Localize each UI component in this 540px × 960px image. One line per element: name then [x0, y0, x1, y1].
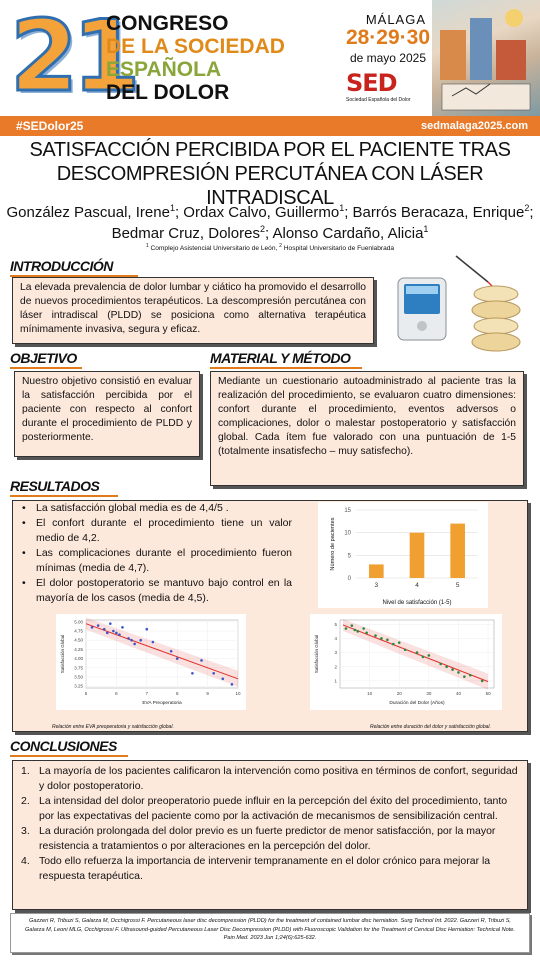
results-item: • La satisfacción global media es de 4,4/5 . — [20, 501, 292, 516]
data-point — [439, 663, 442, 666]
x-tick-label: 10 — [367, 691, 373, 696]
sed-logo-subtitle: Sociedad Española del Dolor — [346, 97, 411, 103]
data-point — [106, 632, 109, 635]
y-tick-label: 5 — [334, 621, 337, 627]
conclusions-heading: CONCLUSIONES — [10, 738, 128, 757]
conclusion-item: 1. La mayoría de los pacientes calificaron la intervención como positiva en términos de confort, seguridad y dolor postoperatorio. — [21, 765, 518, 792]
data-point — [152, 641, 155, 644]
y-axis-label: Satisfacción Global — [60, 634, 65, 674]
congress-city: MÁLAGA — [365, 12, 426, 27]
affiliations: $^1$ Complejo Asistencial Universitario de León, $^2$ Hospital Universitario de Fuenlabrada — [145, 242, 395, 252]
y-axis-label: Número de pacientes — [330, 517, 336, 571]
data-point — [112, 630, 115, 633]
author: Bedmar Cruz, Dolores$^2$; — [111, 224, 273, 242]
data-point — [118, 633, 121, 636]
duration-scatter-chart — [310, 614, 502, 710]
x-tick-label: 30 — [426, 691, 432, 696]
congress-line: ESPAÑOLA — [106, 58, 222, 81]
data-point — [97, 624, 100, 627]
data-point — [481, 680, 484, 683]
y-tick-label: 10 — [344, 530, 351, 537]
x-tick-label: 4 — [415, 582, 419, 589]
x-tick-label: 6 — [115, 691, 118, 696]
data-point — [356, 630, 359, 633]
header-illustration — [432, 0, 540, 116]
objective-text: Nuestro objetivo consistió en evaluar la satisfacción percibida por el paciente con respecto al confort durante el procedimiento de PLDD y posteriormente. — [14, 371, 200, 457]
congress-line: DE LA SOCIEDAD — [106, 35, 285, 58]
eva-scatter-chart — [56, 614, 246, 710]
duration-chart-caption: Relación entre duración del dolor y satisfacción global. — [370, 724, 491, 730]
congress-month: de mayo 2025 — [349, 51, 426, 65]
results-heading: RESULTADOS — [10, 478, 118, 497]
laser-device-image — [392, 268, 452, 344]
bar — [410, 533, 425, 578]
eva-chart-caption: Relación entre EVA preoperatoria y satisfacción global. — [52, 724, 174, 730]
data-point — [404, 648, 407, 651]
y-tick-label: 1 — [334, 678, 337, 684]
data-point — [445, 665, 448, 668]
data-point — [91, 626, 94, 629]
data-point — [109, 622, 112, 625]
results-list — [20, 501, 292, 606]
y-tick-label: 3.75 — [74, 665, 83, 671]
conclusion-item: 3. La duración prolongada del dolor previo es un fuerte predictor de menor satisfacción, por la mayor resistencia a tratamientos o por alteraciones en la percepción del dolor. — [21, 825, 496, 852]
conclusion-item: 4. Todo ello refuerza la importancia de intervenir tempranamente en el dolor crónico para mejorar la respuesta terapéutica. — [21, 855, 491, 882]
data-point — [351, 624, 354, 627]
references: Gazzeri R, Tribuzi S, Galarza M, Occhigrossi F. Percutaneous laser disc decompression (PLDD) for the treatment of contained lumbar disc herniation. Surg Technol Int. 2022. Gazzeri R, Tribuzi S, Galarza M, Leoni MLG, Occhigrossi F. Ultrasound-guided Percutaneous Laser Disc Decompression (PLDD) with Fluoroscopic Validation for the Treatment of Cervical Disc Herniation: Technical Note. Pain Med. 2023 Jun 1;24(6):625-632. — [10, 913, 530, 953]
results-item: • El dolor postoperatorio se mantuvo bajo control en la mayoría de los casos (media de 4,5). — [20, 576, 292, 606]
data-point — [212, 672, 215, 675]
data-point — [103, 628, 106, 631]
hashtag: #SEDolor25 — [16, 119, 84, 133]
congress-number: 21 — [10, 0, 135, 114]
x-tick-label: 50 — [485, 691, 491, 696]
y-tick-label: 3.50 — [74, 674, 83, 680]
data-point — [121, 626, 124, 629]
poster-title — [0, 138, 540, 210]
congress-line: DEL DOLOR — [106, 81, 230, 104]
data-point — [392, 643, 395, 646]
data-point — [146, 628, 149, 631]
x-tick-label: 3 — [374, 582, 379, 589]
data-point — [416, 651, 419, 654]
data-point — [422, 656, 425, 659]
satisfaction-bar-chart — [318, 502, 488, 608]
results-item: • Las complicaciones durante el procedimiento fueron mínimas (media de 4,7). — [20, 546, 292, 576]
data-point — [362, 627, 365, 630]
bar — [369, 564, 384, 578]
x-axis-label: Duración del Dolor (Años) — [389, 701, 445, 706]
y-tick-label: 5 — [347, 553, 351, 560]
conclusion-item: 2. La intensidad del dolor preoperatorio puede influir en la percepción del éxito del procedimiento, tanto por las expectativas del paciente como por la activación de mecanismos de sensibilización central. — [21, 795, 508, 822]
x-tick-label: 9 — [206, 691, 209, 696]
x-axis-label: Nivel de satisfacción (1-5) — [382, 600, 452, 606]
data-point — [133, 643, 136, 646]
y-tick-label: 2 — [334, 664, 337, 670]
author-list — [0, 202, 540, 244]
intro-text: La elevada prevalencia de dolor lumbar y ciático ha promovido el desarrollo de nuevos procedimientos terapéuticos. La descompresión percutánea con láser intradiscal (PLDD) se posiciona como alternativa terapéutica mínimamente invasiva, segura y eficaz. — [12, 277, 374, 344]
x-tick-label: 10 — [235, 691, 241, 696]
data-point — [398, 641, 401, 644]
congress-dates: 28·29·30 — [345, 26, 430, 49]
illustration-image — [432, 0, 540, 116]
title-line: SATISFACCIÓN PERCIBIDA POR EL PACIENTE TRAS — [29, 139, 511, 161]
y-axis-label: Satisfacción Global — [314, 634, 319, 674]
congress-line: CONGRESO — [106, 12, 229, 35]
data-point — [127, 637, 130, 640]
data-point — [115, 632, 118, 635]
y-tick-label: 4.25 — [74, 646, 83, 652]
data-point — [374, 634, 377, 637]
results-item: • El confort durante el procedimiento tiene un valor medio de 4,2. — [20, 516, 292, 546]
y-tick-label: 3 — [334, 650, 337, 656]
data-point — [428, 654, 431, 657]
congress-name — [106, 12, 285, 104]
author: Barrós Beracaza, Enrique$^2$; — [352, 203, 534, 221]
conclusions-list — [21, 764, 519, 884]
data-point — [457, 671, 460, 674]
x-tick-label: 7 — [145, 691, 149, 696]
x-tick-label: 5 — [84, 691, 88, 696]
data-point — [345, 627, 348, 630]
data-point — [463, 675, 466, 678]
data-point — [380, 637, 383, 640]
data-point — [469, 674, 472, 677]
x-tick-label: 20 — [396, 691, 402, 696]
x-tick-label: 8 — [175, 691, 179, 696]
intro-heading: INTRODUCCIÓN — [10, 258, 138, 277]
y-tick-label: 4 — [334, 635, 337, 641]
data-point — [231, 683, 234, 686]
website-link[interactable]: sedmalaga2025.com — [420, 120, 528, 132]
data-point — [130, 639, 133, 642]
y-tick-label: 4.50 — [74, 637, 83, 643]
title-line: DESCOMPRESIÓN PERCUTÁNEA CON LÁSER INTRADISCAL — [56, 163, 484, 209]
data-point — [176, 657, 179, 660]
spine-image — [448, 248, 528, 358]
y-tick-label: 4.75 — [74, 628, 83, 634]
y-tick-label: 0 — [347, 576, 351, 582]
data-point — [354, 629, 357, 632]
y-tick-label: 15 — [344, 508, 351, 514]
method-text: Mediante un cuestionario autoadministrado al paciente tras la realización del procedimiento, se evaluaron cuatro dimensiones: confort durante el procedimiento, eventos adversos o complicaciones, dolor o malestar postoperatorio y satisfacción global. Cada ítem fue valorado con una puntuación de 1-5 (totalmente insatisfecho – muy satisfecho). — [210, 371, 524, 486]
y-tick-label: 3.25 — [74, 683, 83, 689]
x-axis-label: EVA Preoperatoria — [142, 701, 182, 706]
bar — [450, 524, 465, 578]
data-point — [170, 650, 173, 653]
x-tick-label: 5 — [455, 582, 460, 589]
y-tick-label: 4.00 — [74, 656, 83, 662]
data-point — [222, 678, 225, 681]
data-point — [139, 639, 142, 642]
data-point — [191, 672, 194, 675]
data-point — [451, 668, 454, 671]
y-tick-label: 5.00 — [74, 619, 83, 625]
author: Ordax Calvo, Guillermo$^1$; — [183, 203, 353, 221]
sed-logo — [346, 70, 436, 108]
data-point — [200, 659, 203, 662]
author: González Pascual, Irene$^1$; — [6, 203, 184, 221]
x-tick-label: 40 — [455, 691, 461, 696]
sed-logo-text: SED — [346, 69, 397, 97]
objective-heading: OBJETIVO — [10, 350, 82, 369]
author: Alonso Cardaño, Alicia$^1$ — [272, 224, 429, 242]
data-point — [386, 639, 389, 642]
data-point — [365, 631, 368, 634]
method-heading: MATERIAL Y MÉTODO — [210, 350, 362, 369]
conclusions-box — [12, 760, 528, 910]
